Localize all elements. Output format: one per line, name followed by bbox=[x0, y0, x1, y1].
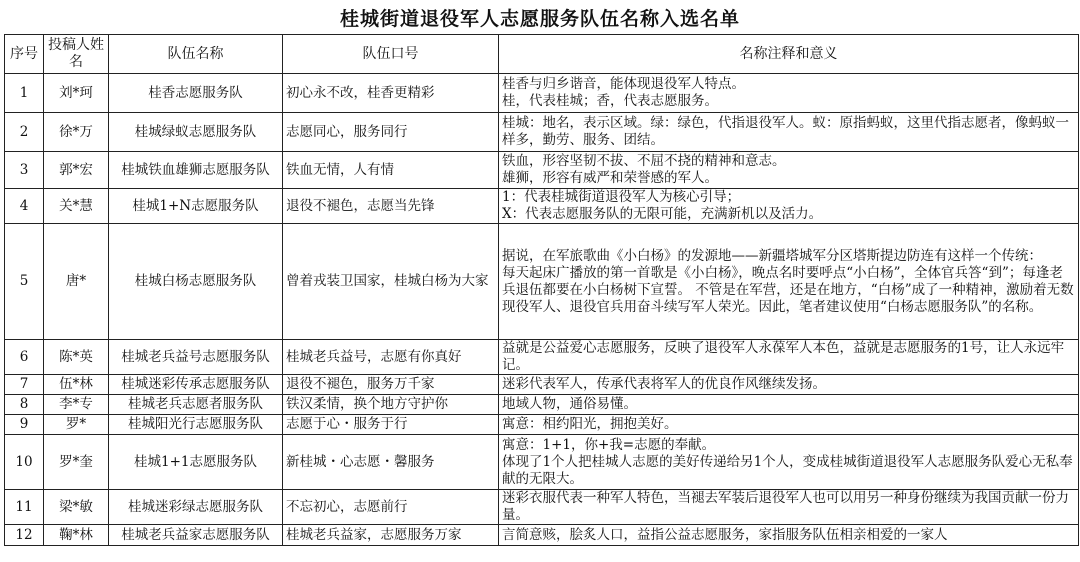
row-note-cell bbox=[499, 152, 1079, 189]
row-slogan-cell: 铁血无情，人有情 bbox=[283, 152, 499, 189]
note-line: 迷彩衣服代表一种军人特色，当褪去军装后退役军人也可以用另一种身份继续为我国贡献一份力量。 bbox=[502, 490, 1069, 523]
row-index-cell: 5 bbox=[5, 224, 44, 340]
note-line: X：代表志愿服务队的无限可能，充满新机以及活力。 bbox=[502, 206, 823, 222]
row-team-name-cell: 桂香志愿服务队 bbox=[109, 74, 283, 113]
table-row bbox=[5, 74, 1079, 113]
row-index-cell: 8 bbox=[5, 395, 44, 415]
row-slogan-cell: 退役不褪色，服务万千家 bbox=[283, 375, 499, 395]
row-note-cell bbox=[499, 525, 1079, 546]
row-author-cell: 罗*奎 bbox=[44, 435, 109, 490]
table-header-row bbox=[5, 35, 1079, 74]
note-line: 桂，代表桂城；香，代表志愿服务。 bbox=[502, 93, 718, 109]
note-line: 雄狮，形容有威严和荣誉感的军人。 bbox=[502, 170, 718, 186]
row-slogan-cell: 退役不褪色，志愿当先锋 bbox=[283, 189, 499, 224]
row-index-cell: 7 bbox=[5, 375, 44, 395]
row-index-cell: 4 bbox=[5, 189, 44, 224]
header-note: 名称注释和意义 bbox=[499, 35, 1079, 74]
row-author-cell: 陈*英 bbox=[44, 340, 109, 375]
row-index-cell: 6 bbox=[5, 340, 44, 375]
note-line: 寓意：1+1，你+我=志愿的奉献。 bbox=[502, 436, 716, 453]
selection-table bbox=[4, 34, 1079, 546]
note-line: 每天起床广播放的第一首歌是《小白杨》，晚点名时要呼点“小白杨”，全体官兵答“到”；每逢老兵退伍都要在小白杨树下宣誓。 不管是在军营，还是在地方，“白杨”成了一种精神，激励着无数现役军人、退役官兵用奋斗续写军人荣光。因此，笔者建议使用“白杨志愿服务队”的名称。 bbox=[502, 264, 1074, 315]
row-slogan-cell: 桂城老兵益号，志愿有你真好 bbox=[283, 340, 499, 375]
header-index: 序号 bbox=[5, 35, 44, 74]
table-row bbox=[5, 375, 1079, 395]
row-slogan-cell: 志愿同心，服务同行 bbox=[283, 113, 499, 152]
row-team-name-cell: 桂城老兵益号志愿服务队 bbox=[109, 340, 283, 375]
row-slogan-cell: 初心永不改，桂香更精彩 bbox=[283, 74, 499, 113]
row-author-cell: 唐* bbox=[44, 224, 109, 340]
row-note-cell bbox=[499, 113, 1079, 152]
header-author: 投稿人姓名 bbox=[44, 35, 109, 74]
row-index-cell: 3 bbox=[5, 152, 44, 189]
note-line: 铁血，形容坚韧不拔、不屈不挠的精神和意志。 bbox=[502, 153, 786, 169]
row-slogan-cell: 新桂城・心志愿・馨服务 bbox=[283, 435, 499, 490]
row-note-cell bbox=[499, 189, 1079, 224]
row-note-cell bbox=[499, 340, 1079, 375]
row-team-name-cell: 桂城绿蚁志愿服务队 bbox=[109, 113, 283, 152]
table-row bbox=[5, 525, 1079, 546]
note-line: 1：代表桂城街道退役军人为核心引导； bbox=[502, 189, 741, 205]
row-slogan-cell: 铁汉柔情，换个地方守护你 bbox=[283, 395, 499, 415]
row-team-name-cell: 桂城迷彩绿志愿服务队 bbox=[109, 490, 283, 525]
row-team-name-cell: 桂城白杨志愿服务队 bbox=[109, 224, 283, 340]
page-title: 桂城街道退役军人志愿服务队伍名称入选名单 bbox=[339, 7, 740, 30]
row-note-cell bbox=[499, 415, 1079, 435]
row-index-cell: 10 bbox=[5, 435, 44, 490]
row-note-cell bbox=[499, 224, 1079, 340]
row-note-cell bbox=[499, 490, 1079, 525]
row-team-name-cell: 桂城1+1志愿服务队 bbox=[109, 435, 283, 490]
row-author-cell: 鞠*林 bbox=[44, 525, 109, 546]
row-slogan-cell: 不忘初心，志愿前行 bbox=[283, 490, 499, 525]
table-row bbox=[5, 435, 1079, 490]
row-author-cell: 李*专 bbox=[44, 395, 109, 415]
note-line: 据说，在军旅歌曲《小白杨》的发源地——新疆塔城军分区塔斯提边防连有这样一个传统： bbox=[502, 247, 1042, 264]
table-row bbox=[5, 189, 1079, 224]
note-line: 寓意：相约阳光，拥抱美好。 bbox=[502, 416, 678, 432]
row-author-cell: 伍*林 bbox=[44, 375, 109, 395]
note-line: 迷彩代表军人，传承代表将军人的优良作风继续发扬。 bbox=[502, 376, 826, 392]
row-slogan-cell: 志愿于心・服务于行 bbox=[283, 415, 499, 435]
note-line: 桂城：地名，表示区域。绿：绿色，代指退役军人。蚁：原指蚂蚁，这里代指志愿者，像蚂蚁一样多，勤劳、服务、团结。 bbox=[502, 115, 1069, 148]
row-note-cell bbox=[499, 435, 1079, 490]
row-author-cell: 罗* bbox=[44, 415, 109, 435]
table-row bbox=[5, 490, 1079, 525]
row-team-name-cell: 桂城1+N志愿服务队 bbox=[109, 189, 283, 224]
header-slogan: 队伍口号 bbox=[283, 35, 499, 74]
row-note-cell bbox=[499, 395, 1079, 415]
row-team-name-cell: 桂城迷彩传承志愿服务队 bbox=[109, 375, 283, 395]
row-team-name-cell: 桂城铁血雄狮志愿服务队 bbox=[109, 152, 283, 189]
row-author-cell: 刘*珂 bbox=[44, 74, 109, 113]
row-note-cell bbox=[499, 74, 1079, 113]
note-line: 桂香与归乡谐音，能体现退役军人特点。 bbox=[502, 76, 745, 92]
row-team-name-cell: 桂城老兵益家志愿服务队 bbox=[109, 525, 283, 546]
table-row bbox=[5, 415, 1079, 435]
row-author-cell: 关*慧 bbox=[44, 189, 109, 224]
note-line: 益就是公益爱心志愿服务，反映了退役军人永葆军人本色，益就是志愿服务的1号，让人永远牢记。 bbox=[502, 340, 1065, 373]
note-line: 体现了1个人把桂城人志愿的美好传递给另1个人，变成桂城街道退役军人志愿服务队爱心无私奉献的无限大。 bbox=[502, 453, 1073, 487]
row-slogan-cell: 桂城老兵益家，志愿服务万家 bbox=[283, 525, 499, 546]
table-row bbox=[5, 152, 1079, 189]
row-index-cell: 1 bbox=[5, 74, 44, 113]
row-author-cell: 郭*宏 bbox=[44, 152, 109, 189]
row-index-cell: 9 bbox=[5, 415, 44, 435]
note-line: 地域人物，通俗易懂。 bbox=[502, 396, 637, 412]
row-author-cell: 徐*万 bbox=[44, 113, 109, 152]
row-index-cell: 12 bbox=[5, 525, 44, 546]
row-author-cell: 梁*敏 bbox=[44, 490, 109, 525]
table-row bbox=[5, 113, 1079, 152]
row-index-cell: 2 bbox=[5, 113, 44, 152]
table-row bbox=[5, 340, 1079, 375]
header-team-name: 队伍名称 bbox=[109, 35, 283, 74]
table-row bbox=[5, 224, 1079, 340]
row-note-cell bbox=[499, 375, 1079, 395]
note-line: 言简意赅，脍炙人口，益指公益志愿服务，家指服务队伍相亲相爱的一家人 bbox=[502, 526, 948, 543]
row-slogan-cell: 曾着戎装卫国家，桂城白杨为大家 bbox=[283, 224, 499, 340]
row-team-name-cell: 桂城老兵志愿者服务队 bbox=[109, 395, 283, 415]
row-index-cell: 11 bbox=[5, 490, 44, 525]
table-body bbox=[5, 74, 1079, 546]
row-team-name-cell: 桂城阳光行志愿服务队 bbox=[109, 415, 283, 435]
table-row bbox=[5, 395, 1079, 415]
